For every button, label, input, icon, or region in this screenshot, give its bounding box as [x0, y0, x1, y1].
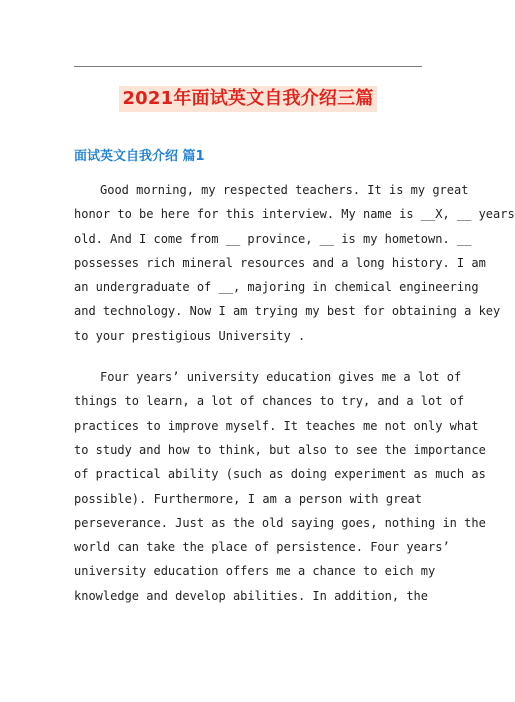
header-divider [74, 66, 422, 67]
section-heading: 面试英文自我介绍 篇1 [74, 149, 205, 164]
text-line: of practical ability (such as doing experiment as much as [74, 467, 486, 482]
text-line: possible). Furthermore, I am a person with great [74, 491, 422, 506]
text-line: perseverance. Just as the old saying goes, nothing in the [74, 515, 486, 530]
text-line: things to learn, a lot of chances to try, and a lot of [74, 394, 465, 409]
text-line: honor to be here for this interview. My name is __X, __ years [74, 207, 515, 222]
paragraph-2 [74, 365, 486, 608]
document-body [74, 178, 515, 608]
text-line: old. And I come from __ province, __ is my hometown. __ [74, 231, 472, 246]
text-line: an undergraduate of __, majoring in chemical engineering [74, 280, 479, 295]
title-container [0, 86, 496, 112]
text-line: to study and how to think, but also to see the importance [74, 442, 486, 457]
document-title: 2021年面试英文自我介绍三篇 [119, 86, 376, 112]
text-line: and technology. Now I am trying my best for obtaining a key [74, 304, 501, 319]
paragraph-1 [74, 178, 515, 348]
text-line: possesses rich mineral resources and a long history. I am [74, 255, 486, 270]
text-line: to your prestigious University . [74, 328, 306, 343]
text-line: Four years’ university education gives me a lot of [100, 370, 462, 385]
text-line: Good morning, my respected teachers. It is my great [100, 183, 469, 197]
text-line: world can take the place of persistence. Four years’ [74, 540, 450, 555]
paragraph-spacer [74, 348, 422, 365]
text-line: knowledge and develop abilities. In addition, the [74, 588, 429, 603]
text-line: university education offers me a chance to eich my [74, 564, 436, 579]
text-line: practices to improve myself. It teaches me not only what [74, 418, 479, 433]
